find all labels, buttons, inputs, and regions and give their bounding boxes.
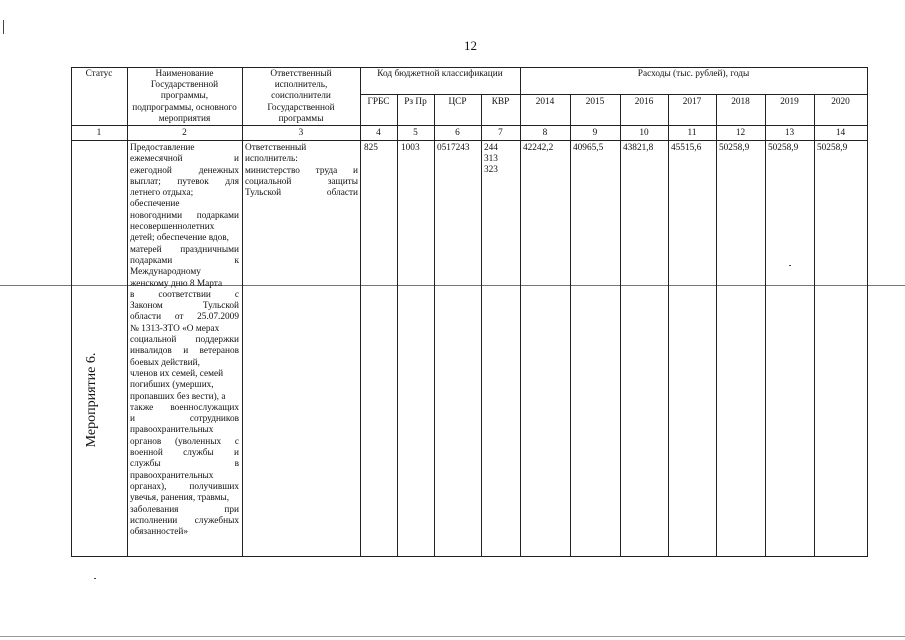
activity-name-line: матерей праздничными xyxy=(130,244,239,255)
col-divider-2 xyxy=(242,67,243,556)
row-rzpr: 1003 xyxy=(401,143,420,153)
activity-name-line: погибших (умерших, xyxy=(130,380,214,391)
row-grbs: 825 xyxy=(364,143,378,153)
column-number: 8 xyxy=(542,128,548,138)
activity-name-line: органах), получивших xyxy=(130,481,239,492)
header-executor-line: соисполнители xyxy=(271,91,331,102)
executor-line: исполнитель: xyxy=(245,154,298,165)
col-divider-10 xyxy=(668,94,669,556)
col-divider-6 xyxy=(481,94,482,556)
activity-name-line: обеспечение xyxy=(130,199,180,210)
header-code-kvr: КВР xyxy=(491,97,510,107)
header-name-line: Государственной xyxy=(150,80,219,91)
column-number: 14 xyxy=(835,128,846,138)
col-divider-1 xyxy=(127,67,128,556)
activity-name-line: новогодними подарками xyxy=(130,210,239,221)
activity-name-line: ежегодной денежных xyxy=(130,165,239,176)
header-year-2018: 2018 xyxy=(731,97,750,107)
activity-name-line: и сотрудников xyxy=(130,414,239,425)
page-number: 12 xyxy=(464,38,477,53)
column-number: 11 xyxy=(687,128,697,138)
row-value-2018: 50258,9 xyxy=(719,143,750,153)
activity-name-line: Законом Тульской xyxy=(130,301,239,312)
row-kvr-value: 244 xyxy=(484,143,498,153)
row-activity-name xyxy=(130,143,239,538)
header-executor xyxy=(242,69,360,125)
column-number: 5 xyxy=(413,128,418,138)
col-divider-11 xyxy=(716,94,717,556)
column-number: 3 xyxy=(298,128,304,138)
activity-name-line: в соответствии с xyxy=(130,289,239,300)
executor-line: министерство труда и xyxy=(245,165,358,176)
activity-name-line: № 1313-ЗТО «О мерах xyxy=(130,323,220,334)
activity-name-line: военной службы и xyxy=(130,448,239,459)
header-year-2016: 2016 xyxy=(634,97,654,107)
col-divider-8 xyxy=(570,94,571,556)
activity-name-line: несовершеннолетних xyxy=(130,222,215,233)
header-year-2015: 2015 xyxy=(585,97,605,107)
activity-name-line: области от 25.07.2009 xyxy=(130,312,239,323)
activity-name-line: выплат; путевок для xyxy=(130,176,239,187)
row-value-2015: 40965,5 xyxy=(573,143,604,153)
scan-mark xyxy=(94,578,96,579)
scan-mark xyxy=(789,265,791,266)
header-year-2017: 2017 xyxy=(682,97,702,107)
column-number: 13 xyxy=(784,128,795,138)
col-divider-9 xyxy=(620,94,621,556)
activity-name-line: членов их семей, семей xyxy=(130,368,224,379)
header-name-line: программы, xyxy=(160,91,209,102)
col-divider-5 xyxy=(434,94,435,556)
activity-name-line: правоохранительных xyxy=(130,470,214,481)
header-code-rzpr: Рз Пр xyxy=(404,97,427,107)
column-number: 12 xyxy=(735,128,746,138)
activity-name-line: также военнослужащих xyxy=(130,402,239,413)
row-kvr-value: 313 xyxy=(484,154,498,165)
header-code-csr: ЦСР xyxy=(448,97,467,107)
activity-name-line: правоохранительных xyxy=(130,425,214,436)
activity-name-line: социальной поддержки xyxy=(130,335,239,346)
executor-line: Тульской области xyxy=(245,188,358,199)
column-number: 10 xyxy=(639,128,649,138)
column-number: 4 xyxy=(376,128,381,138)
activity-name-line: пропавших без вести), а xyxy=(130,391,226,402)
column-number: 6 xyxy=(455,128,460,138)
row-status: Мероприятие 6. xyxy=(84,352,99,448)
executor-line: Ответственный xyxy=(245,143,307,153)
header-code-grbs: ГРБС xyxy=(367,97,390,107)
activity-name-line: службы в xyxy=(130,459,239,470)
activity-name-line: органов (уволенных с xyxy=(130,436,239,447)
header-executor-line: программы xyxy=(278,113,324,124)
table-border-right xyxy=(867,67,868,556)
header-name-line: подпрограммы, основного xyxy=(132,102,237,113)
col-divider-3 xyxy=(360,67,361,556)
row-kvr xyxy=(484,143,498,177)
header-budget-code: Код бюджетной классификации xyxy=(377,69,503,79)
row-value-2019: 50258,9 xyxy=(768,143,799,153)
header-name-line: мероприятия xyxy=(158,113,211,124)
header-executor-line: Ответственный xyxy=(270,69,332,79)
row-executor xyxy=(245,143,358,199)
activity-name-line: заболевания при xyxy=(130,504,239,515)
activity-name-line: инвалидов и ветеранов xyxy=(130,346,239,357)
activity-name-line: детей; обеспечение вдов, xyxy=(130,233,229,244)
header-status: Статус xyxy=(85,69,113,79)
activity-name-line: обязанностей» xyxy=(130,527,188,538)
table-border-left xyxy=(71,67,72,556)
column-number: 7 xyxy=(498,128,503,138)
activity-name-line: летнего отдыха; xyxy=(130,188,194,199)
activity-name-line: подарками к xyxy=(130,255,239,266)
header-subline xyxy=(360,94,868,95)
header-expenses: Расходы (тыс. рублей), годы xyxy=(637,69,750,79)
col-divider-13 xyxy=(814,94,815,556)
header-year-2019: 2019 xyxy=(780,97,799,107)
activity-name-line: исполнении служебных xyxy=(130,515,239,526)
activity-name-line: ежемесячной и xyxy=(130,154,239,165)
header-executor-line: Государственной xyxy=(267,102,335,113)
header-name xyxy=(127,69,242,125)
activity-name-line: увечья, ранения, травмы, xyxy=(130,493,230,504)
row-value-2020: 50258,9 xyxy=(817,143,848,153)
col-divider-4 xyxy=(397,94,398,556)
header-bottom-line xyxy=(71,125,868,126)
header-year-2014: 2014 xyxy=(535,97,555,107)
scan-mark xyxy=(3,20,4,34)
row-value-2014: 42242,2 xyxy=(523,143,554,153)
row-csr: 0517243 xyxy=(437,143,470,153)
col-divider-7 xyxy=(520,67,521,556)
executor-line: социальной защиты xyxy=(245,176,358,187)
row-value-2016: 43821,8 xyxy=(623,143,654,153)
column-number: 2 xyxy=(182,128,187,138)
header-name-line: Наименование xyxy=(155,69,214,79)
activity-name-line: боевых действий, xyxy=(130,357,200,368)
header-executor-line: исполнитель, xyxy=(274,80,328,91)
column-number: 1 xyxy=(96,128,102,138)
col-divider-12 xyxy=(765,94,766,556)
table-border-bottom xyxy=(71,556,868,557)
table-border-top xyxy=(71,67,868,68)
header-year-2020: 2020 xyxy=(831,97,850,107)
column-numbers-bottom-line xyxy=(71,140,868,141)
row-kvr-value: 323 xyxy=(484,165,498,176)
activity-name-line: Предоставление xyxy=(130,143,195,153)
activity-name-line: женскому дню 8 Марта xyxy=(130,278,223,289)
row-value-2017: 45515,6 xyxy=(671,143,702,153)
activity-name-line: Международному xyxy=(130,267,201,278)
scan-mark xyxy=(0,636,905,637)
column-number: 9 xyxy=(592,128,598,138)
